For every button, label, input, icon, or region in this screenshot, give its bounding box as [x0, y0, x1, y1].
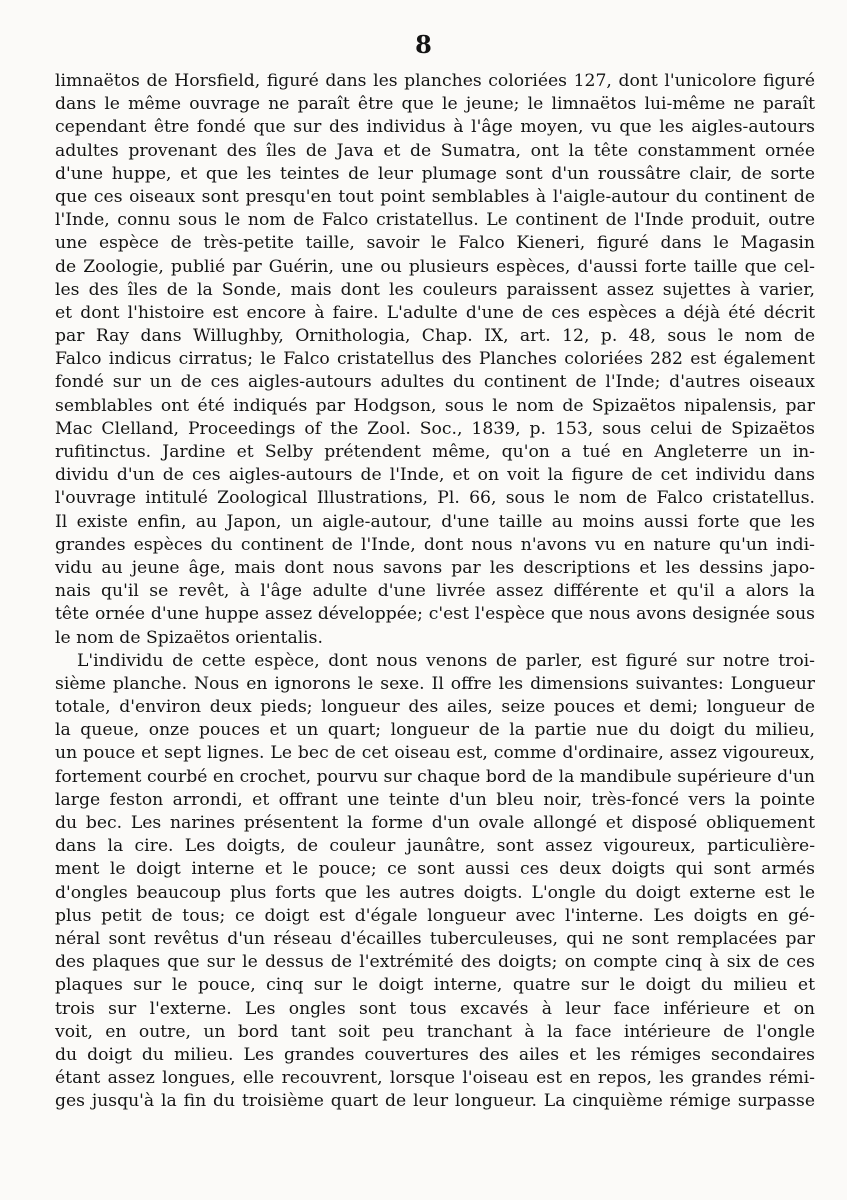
text-line: L'individu de cette espèce, dont nous venons de parler, est figuré sur notre troi- — [77, 650, 815, 671]
text-line: semblables ont été indiqués par Hodgson, sous le nom de Spizaëtos nipalensis, par — [55, 395, 815, 416]
text-line: limnaëtos de Horsfield, figuré dans les planches coloriées 127, dont l'unicolore figuré — [55, 71, 815, 91]
text-line: que ces oiseaux sont presqu'en tout point semblables à l'aigle-autour du continent de — [55, 186, 815, 207]
text-line: fortement courbé en crochet, pourvu sur chaque bord de la mandibule supérieure d'un — [55, 766, 815, 787]
text-line: voit, en outre, un bord tant soit peu tranchant à la face intérieure de l'ongle — [55, 1021, 815, 1042]
text-line: vidu au jeune âge, mais dont nous savons par les descriptions et les dessins japo- — [55, 557, 815, 578]
text-line: la queue, onze pouces et un quart; longueur de la partie nue du doigt du milieu, — [55, 720, 815, 741]
text-line: rufitinctus. Jardine et Selby prétendent même, qu'on a tué en Angleterre un in- — [55, 442, 815, 462]
text-line: cependant être fondé que sur des individus à l'âge moyen, vu que les aigles-autours — [55, 117, 815, 138]
page-number: 8 — [415, 30, 432, 59]
body-text — [55, 70, 815, 1113]
text-line: du bec. Les narines présentent la forme d'un ovale allongé et disposé obliquement — [55, 813, 815, 833]
text-line: une espèce de très-petite taille, savoir le Falco Kieneri, figuré dans le Magasin — [55, 233, 815, 254]
text-line: fondé sur un de ces aigles-autours adultes du continent de l'Inde; d'autres oiseaux — [55, 372, 815, 393]
text-line: des plaques que sur le dessus de l'extrémité des doigts; on compte cinq à six de ces — [55, 952, 815, 973]
text-line: d'ongles beaucoup plus forts que les autres doigts. L'ongle du doigt externe est le — [55, 882, 815, 903]
text-line: plaques sur le pouce, cinq sur le doigt interne, quatre sur le doigt du milieu et — [55, 975, 815, 996]
text-line: un pouce et sept lignes. Le bec de cet oiseau est, comme d'ordinaire, assez vigoureux, — [55, 743, 815, 764]
text-line: l'ouvrage intitulé Zoological Illustrations, Pl. 66, sous le nom de Falco cristatellus. — [55, 488, 815, 509]
text-line: totale, d'environ deux pieds; longueur des ailes, seize pouces et demi; longueur de — [55, 697, 815, 718]
text-line: le nom de Spizaëtos orientalis. — [55, 627, 323, 648]
text-line: plus petit de tous; ce doigt est d'égale longueur avec l'interne. Les doigts en gé- — [55, 905, 815, 926]
text-line: de Zoologie, publié par Guérin, une ou plusieurs espèces, d'aussi forte taille que cel- — [55, 256, 815, 277]
text-line: et dont l'histoire est encore à faire. L'adulte d'une de ces espèces a déjà été décrit — [55, 302, 815, 323]
text-line: dividu d'un de ces aigles-autours de l'Inde, et on voit la figure de cet individu dans — [55, 465, 815, 486]
text-line: trois sur l'externe. Les ongles sont tous excavés à leur face inférieure et on — [55, 998, 815, 1019]
text-line: Mac Clelland, Proceedings of the Zool. Soc., 1839, p. 153, sous celui de Spizaëtos — [55, 418, 815, 439]
text-line: nais qu'il se revêt, à l'âge adulte d'une livrée assez différente et qu'il a alors la — [55, 581, 815, 602]
text-line: les des îles de la Sonde, mais dont les couleurs paraissent assez sujettes à varier, — [55, 279, 815, 300]
text-line: du doigt du milieu. Les grandes couvertures des ailes et les rémiges secondaires — [55, 1044, 815, 1065]
text-line: d'une huppe, et que les teintes de leur plumage sont d'un roussâtre clair, de sorte — [55, 163, 815, 184]
text-line: large feston arrondi, et offrant une teinte d'un bleu noir, très-foncé vers la pointe — [55, 789, 815, 810]
text-line: tête ornée d'une huppe assez développée; c'est l'espèce que nous avons designée sous — [55, 604, 815, 625]
text-line: grandes espèces du continent de l'Inde, dont nous n'avons vu en nature qu'un indi- — [55, 534, 815, 555]
text-line: dans le même ouvrage ne paraît être que le jeune; le limnaëtos lui-même ne paraît — [55, 94, 815, 115]
text-line: dans la cire. Les doigts, de couleur jaunâtre, sont assez vigoureux, particulière- — [55, 836, 815, 857]
text-line: ment le doigt interne et le pouce; ce sont aussi ces deux doigts qui sont armés — [55, 859, 815, 880]
text-line: sième planche. Nous en ignorons le sexe. Il offre les dimensions suivantes: Longueur — [55, 673, 815, 694]
text-line: par Ray dans Willughby, Ornithologia, Chap. IX, art. 12, p. 48, sous le nom de — [55, 326, 815, 347]
text-line: Il existe enfin, au Japon, un aigle-autour, d'une taille au moins aussi forte que les — [55, 511, 815, 532]
text-line: étant assez longues, elle recouvrent, lorsque l'oiseau est en repos, les grandes rémi- — [55, 1068, 815, 1089]
text-line: Falco indicus cirratus; le Falco cristatellus des Planches coloriées 282 est également — [55, 349, 815, 370]
text-line: ges jusqu'à la fin du troisième quart de leur longueur. La cinquième rémige surpasse — [55, 1091, 815, 1112]
text-line: l'Inde, connu sous le nom de Falco cristatellus. Le continent de l'Inde produit, outre — [55, 210, 815, 231]
text-line: adultes provenant des îles de Java et de Sumatra, ont la tête constamment ornée — [55, 140, 815, 161]
text-line: néral sont revêtus d'un réseau d'écailles tuberculeuses, qui ne sont remplacées par — [55, 928, 815, 949]
